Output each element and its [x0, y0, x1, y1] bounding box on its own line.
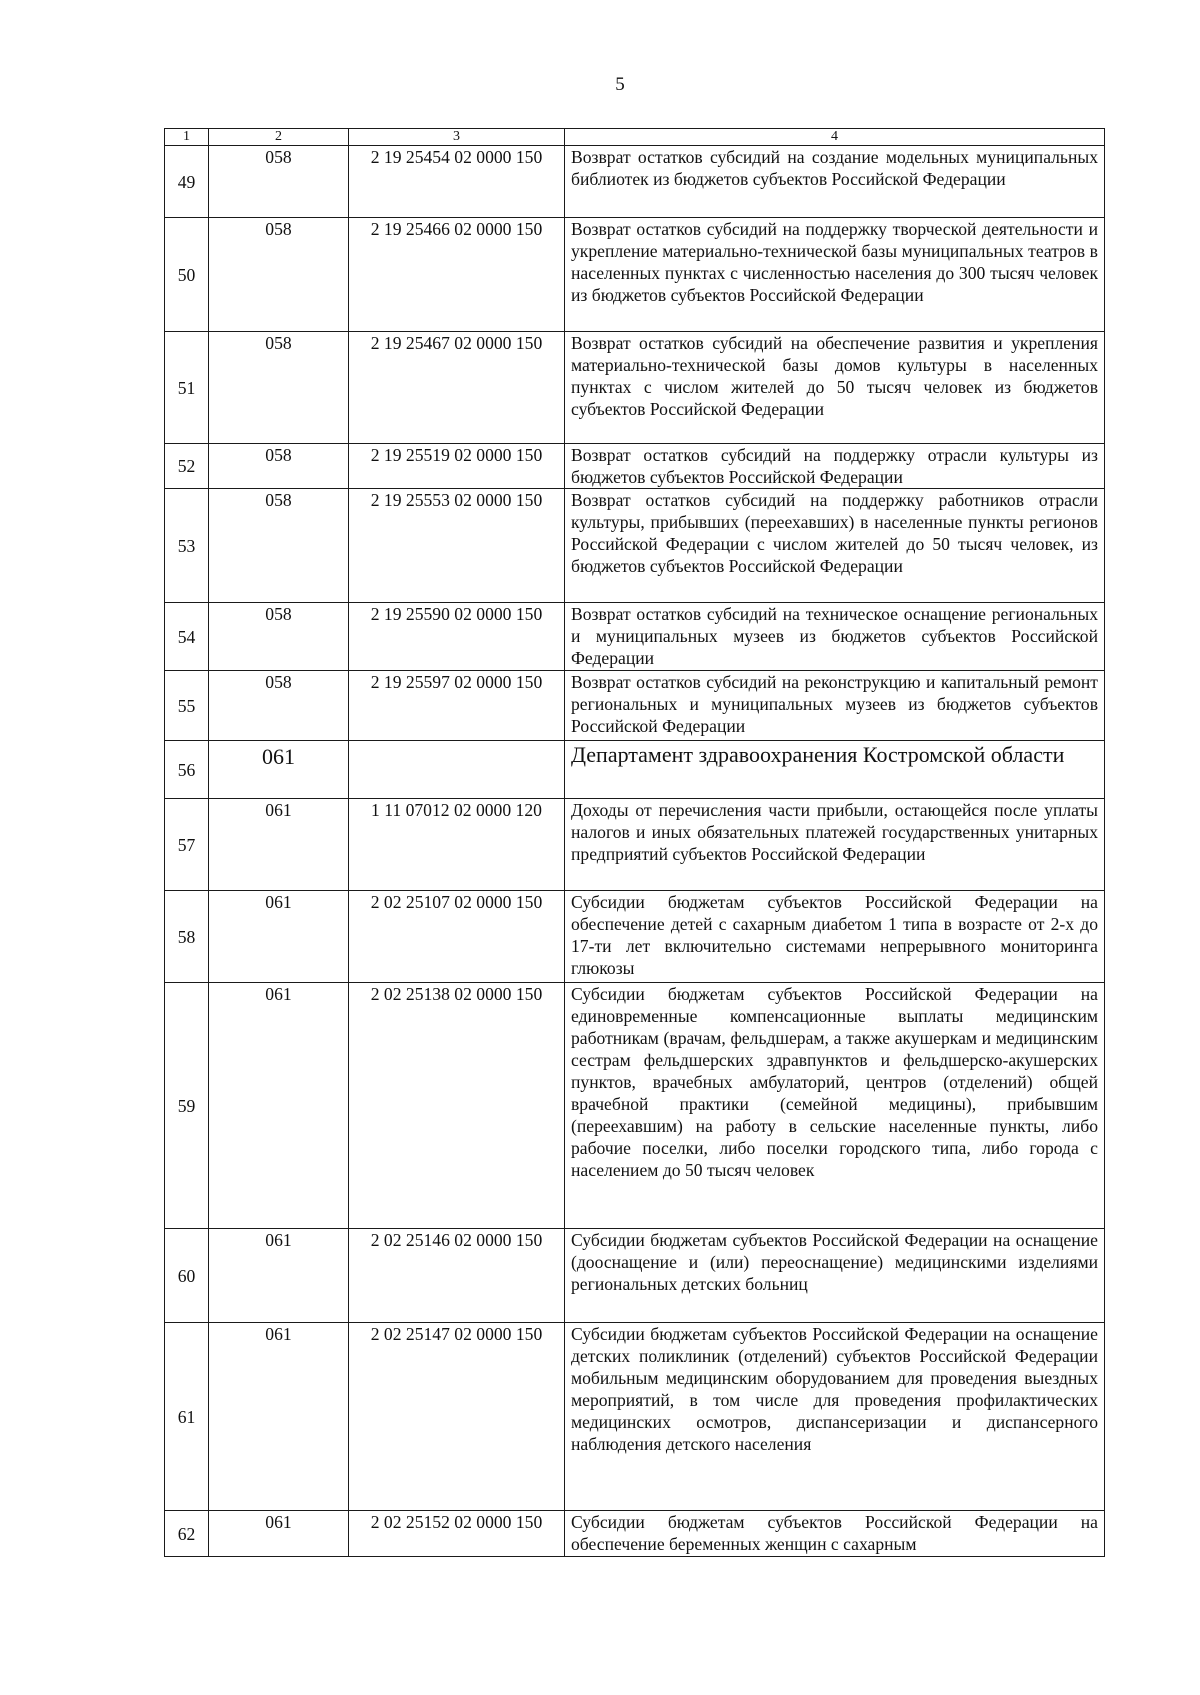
table-row: [165, 891, 1105, 983]
admin-code: 058: [209, 671, 349, 741]
row-number: 55: [165, 671, 209, 741]
budget-code: [349, 741, 565, 799]
row-number: 58: [165, 891, 209, 983]
row-number: 49: [165, 146, 209, 218]
row-number: 51: [165, 332, 209, 444]
row-description: Возврат остатков субсидий на обеспечение развития и укрепления материально-технической базы домов культуры в населенных пунктах с числом жителей до 50 тысяч человек из бюджетов субъектов Российской Федерации: [565, 332, 1105, 444]
table-row: [165, 218, 1105, 332]
table-row: [165, 1323, 1105, 1511]
admin-code: 061: [209, 1229, 349, 1323]
admin-code: 061: [209, 799, 349, 891]
admin-code: 061: [209, 891, 349, 983]
budget-code: 1 11 07012 02 0000 120: [349, 799, 565, 891]
row-number: 62: [165, 1511, 209, 1557]
table-row: [165, 603, 1105, 671]
row-number: 53: [165, 489, 209, 603]
department-title: Департамент здравоохранения Костромской области: [565, 741, 1105, 799]
admin-code: 061: [209, 983, 349, 1229]
row-description: Субсидии бюджетам субъектов Российской Федерации на обеспечение беременных женщин с сахарным: [565, 1511, 1105, 1557]
table-row: [165, 444, 1105, 489]
table-row: [165, 146, 1105, 218]
budget-code: 2 02 25152 02 0000 150: [349, 1511, 565, 1557]
row-description: Возврат остатков субсидий на создание модельных муниципальных библиотек из бюджетов субъектов Российской Федерации: [565, 146, 1105, 218]
row-description: Возврат остатков субсидий на поддержку отрасли культуры из бюджетов субъектов Российской Федерации: [565, 444, 1105, 489]
budget-code: 2 19 25519 02 0000 150: [349, 444, 565, 489]
row-number: 54: [165, 603, 209, 671]
row-number: 59: [165, 983, 209, 1229]
row-number: 60: [165, 1229, 209, 1323]
header-cell-4: 4: [565, 129, 1105, 146]
row-number: 61: [165, 1323, 209, 1511]
admin-code: 058: [209, 489, 349, 603]
budget-code: 2 02 25147 02 0000 150: [349, 1323, 565, 1511]
budget-code: 2 19 25454 02 0000 150: [349, 146, 565, 218]
row-description: Субсидии бюджетам субъектов Российской Федерации на единовременные компенсационные выплаты медицинским работникам (врачам, фельдшерам, а также акушеркам и медицинским сестрам фельдшерских здравпунктов и фельдшерско-акушерских пунктов, врачебных амбулаторий, центров (отделений) общей врачебной практики (семейной медицины), прибывшим (переехавшим) на работу в сельские населенные пункты, либо рабочие поселки, либо поселки городского типа, либо города с населением до 50 тысяч человек: [565, 983, 1105, 1229]
row-number: 52: [165, 444, 209, 489]
header-cell-1: 1: [165, 129, 209, 146]
table-row: [165, 671, 1105, 741]
row-number: 57: [165, 799, 209, 891]
admin-code: 058: [209, 332, 349, 444]
admin-code: 058: [209, 444, 349, 489]
table-row: [165, 799, 1105, 891]
admin-code: 061: [209, 1511, 349, 1557]
budget-code: 2 19 25467 02 0000 150: [349, 332, 565, 444]
table-row: [165, 1229, 1105, 1323]
table-header-row: [165, 129, 1105, 146]
page-number: 5: [615, 74, 625, 95]
admin-code: 058: [209, 218, 349, 332]
budget-code: 2 19 25597 02 0000 150: [349, 671, 565, 741]
admin-code: 061: [209, 1323, 349, 1511]
budget-code: 2 19 25553 02 0000 150: [349, 489, 565, 603]
row-description: Субсидии бюджетам субъектов Российской Федерации на оснащение детских поликлиник (отделений) субъектов Российской Федерации мобильным медицинским оборудованием для проведения выездных мероприятий, в том числе для проведения профилактических медицинских осмотров, диспансеризации и диспансерного наблюдения детского населения: [565, 1323, 1105, 1511]
row-description: Возврат остатков субсидий на поддержку творческой деятельности и укрепление материально-технической базы муниципальных театров в населенных пунктах с численностью населения до 300 тысяч человек из бюджетов субъектов Российской Федерации: [565, 218, 1105, 332]
table-row: [165, 489, 1105, 603]
header-cell-2: 2: [209, 129, 349, 146]
admin-code: 058: [209, 603, 349, 671]
row-description: Возврат остатков субсидий на поддержку работников отрасли культуры, прибывших (переехавших) в населенные пункты регионов Российской Федерации с числом жителей до 50 тысяч человек, из бюджетов субъектов Российской Федерации: [565, 489, 1105, 603]
row-description: Субсидии бюджетам субъектов Российской Федерации на обеспечение детей с сахарным диабетом 1 типа в возрасте от 2-х до 17-ти лет включительно системами непрерывного мониторинга глюкозы: [565, 891, 1105, 983]
row-number: 56: [165, 741, 209, 799]
budget-code: 2 02 25138 02 0000 150: [349, 983, 565, 1229]
row-description: Возврат остатков субсидий на реконструкцию и капитальный ремонт региональных и муниципальных музеев из бюджетов субъектов Российской Федерации: [565, 671, 1105, 741]
row-description: Возврат остатков субсидий на техническое оснащение региональных и муниципальных музеев из бюджетов субъектов Российской Федерации: [565, 603, 1105, 671]
department-row: [165, 741, 1105, 799]
row-number: 50: [165, 218, 209, 332]
budget-code: 2 02 25107 02 0000 150: [349, 891, 565, 983]
budget-code: 2 02 25146 02 0000 150: [349, 1229, 565, 1323]
budget-code: 2 19 25590 02 0000 150: [349, 603, 565, 671]
row-description: Субсидии бюджетам субъектов Российской Федерации на оснащение (дооснащение и (или) переоснащение) медицинскими изделиями региональных детских больниц: [565, 1229, 1105, 1323]
table-row: [165, 332, 1105, 444]
table-row: [165, 983, 1105, 1229]
revenue-codes-table: [164, 128, 1105, 1557]
row-description: Доходы от перечисления части прибыли, остающейся после уплаты налогов и иных обязательных платежей государственных унитарных предприятий субъектов Российской Федерации: [565, 799, 1105, 891]
table-row: [165, 1511, 1105, 1557]
header-cell-3: 3: [349, 129, 565, 146]
admin-code: 061: [209, 741, 349, 799]
budget-code: 2 19 25466 02 0000 150: [349, 218, 565, 332]
admin-code: 058: [209, 146, 349, 218]
